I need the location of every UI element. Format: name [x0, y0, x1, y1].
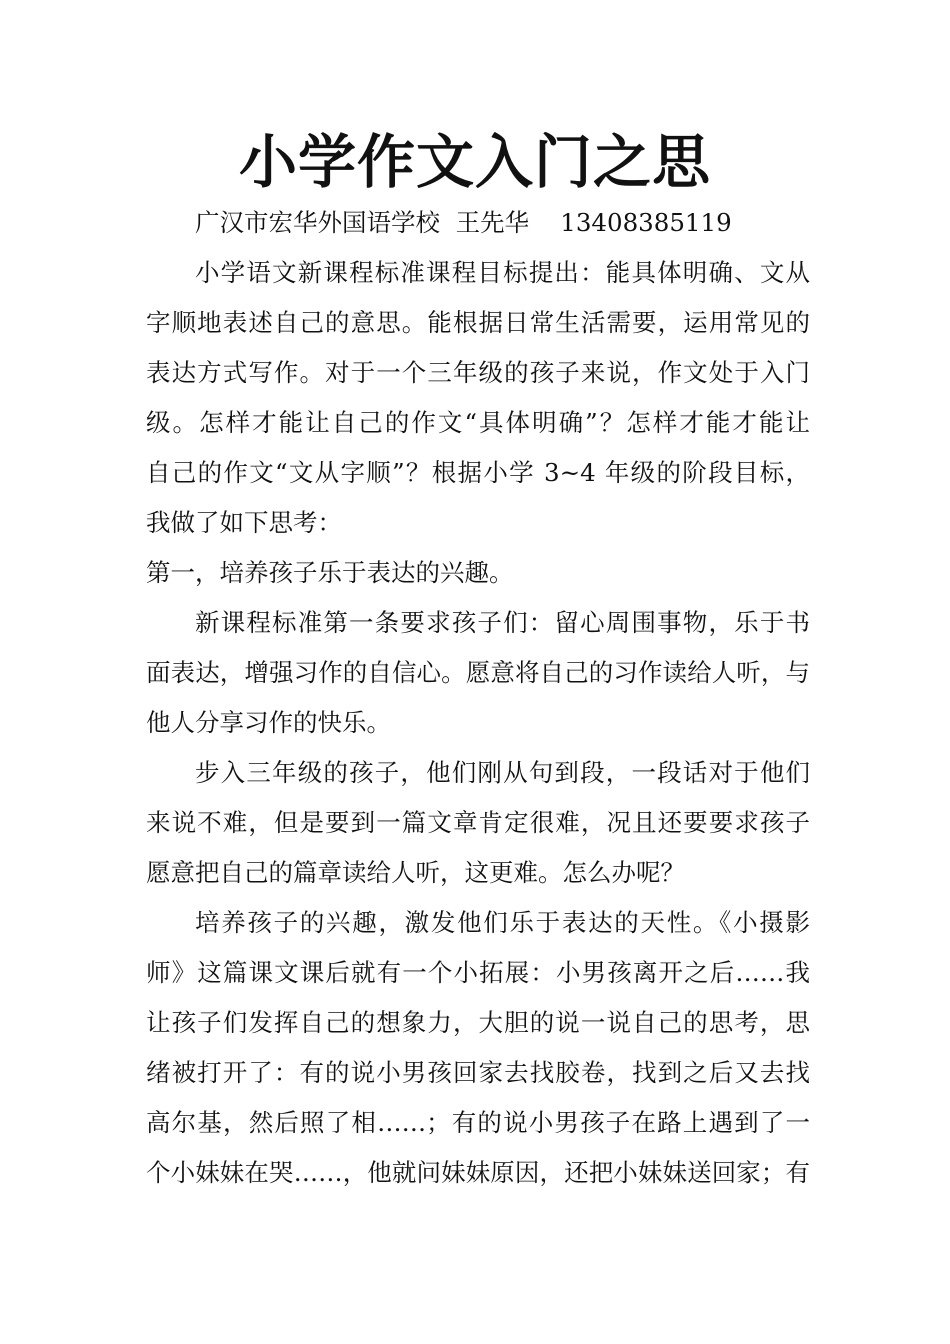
paragraph-line: 字顺地表述自己的意思。能根据日常生活需要，运用常见的 — [146, 308, 810, 337]
document-title: 小学作文入门之思 — [238, 128, 711, 196]
document-body — [146, 198, 810, 1198]
paragraph-line: 我做了如下思考： — [146, 508, 342, 537]
paragraph-line: 小学语文新课程标准课程目标提出：能具体明确、文从 — [195, 258, 810, 287]
paragraph-line: 高尔基，然后照了相……；有的说小男孩子在路上遇到了一 — [146, 1108, 810, 1137]
paragraph — [146, 598, 810, 748]
paragraph — [146, 898, 810, 1198]
paragraph-line: 新课程标准第一条要求孩子们：留心周围事物，乐于书 — [195, 608, 810, 637]
section-heading-text: 第一，培养孩子乐于表达的兴趣。 — [146, 558, 514, 587]
paragraph-line: 来说不难，但是要到一篇文章肯定很难，况且还要要求孩子 — [146, 808, 810, 837]
paragraph — [146, 248, 810, 548]
paragraph-line: 让孩子们发挥自己的想象力，大胆的说一说自己的思考，思 — [146, 1008, 810, 1037]
paragraph-line: 自己的作文“文从字顺”？根据小学 3~4 年级的阶段目标， — [146, 458, 810, 487]
section-heading — [146, 548, 810, 598]
paragraph-line: 个小妹妹在哭……，他就问妹妹原因，还把小妹妹送回家；有 — [146, 1158, 810, 1187]
byline — [146, 198, 810, 248]
paragraph-line: 他人分享习作的快乐。 — [146, 708, 391, 737]
paragraph — [146, 748, 810, 898]
paragraph-line: 绪被打开了：有的说小男孩回家去找胶卷，找到之后又去找 — [146, 1058, 810, 1087]
paragraph-line: 步入三年级的孩子，他们刚从句到段，一段话对于他们 — [195, 758, 810, 787]
paragraph-line: 级。怎样才能让自己的作文“具体明确”？怎样才能才能让 — [146, 408, 810, 437]
byline-text: 广汉市宏华外国语学校 王先华 13408385119 — [195, 208, 732, 237]
paragraph-line: 培养孩子的兴趣，激发他们乐于表达的天性。《小摄影 — [195, 908, 810, 937]
paragraph-line: 师》这篇课文课后就有一个小拓展：小男孩离开之后……我 — [146, 958, 810, 987]
paragraph-line: 面表达，增强习作的自信心。愿意将自己的习作读给人听，与 — [146, 658, 810, 687]
paragraph-line: 愿意把自己的篇章读给人听，这更难。怎么办呢？ — [146, 858, 685, 887]
paragraph-line: 表达方式写作。对于一个三年级的孩子来说，作文处于入门 — [146, 358, 810, 387]
